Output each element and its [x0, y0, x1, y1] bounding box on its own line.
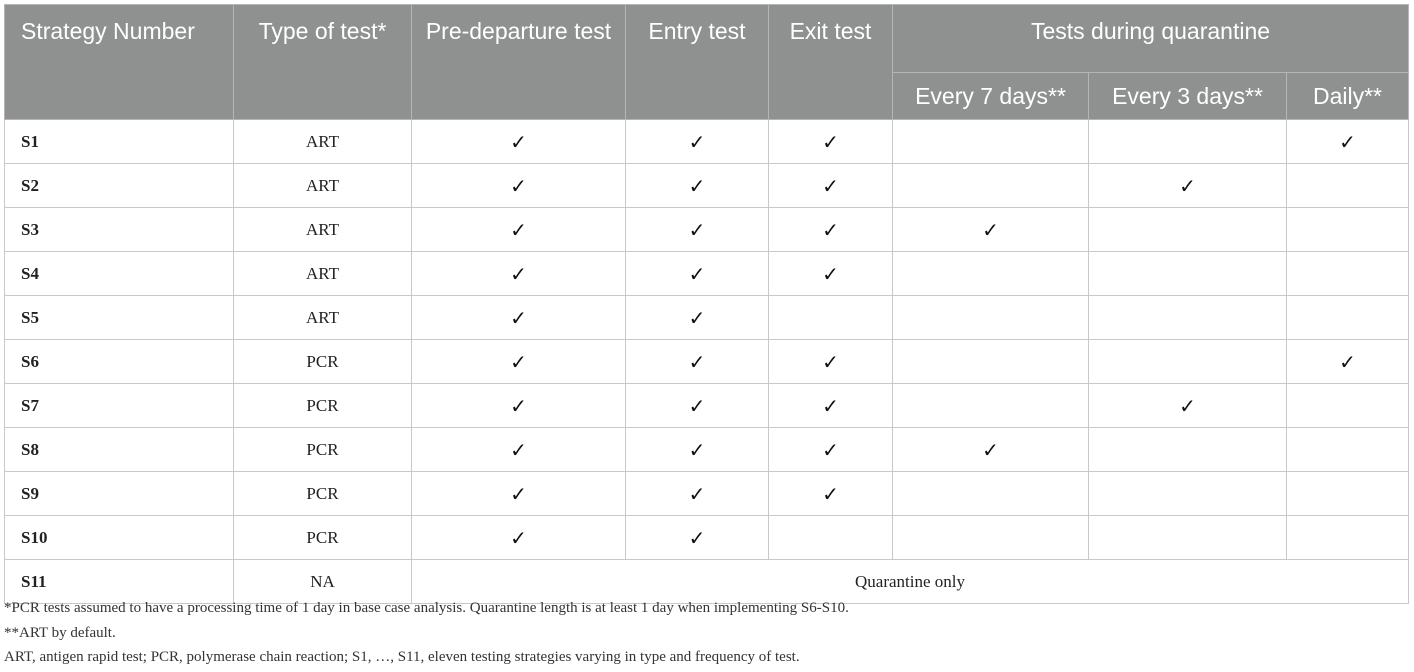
check-mark-icon: ✓	[982, 437, 999, 462]
test-type: ART	[234, 120, 412, 164]
test-type: PCR	[234, 428, 412, 472]
table-row-s7	[5, 384, 1409, 428]
entry-cell	[626, 340, 769, 384]
check-mark-icon: ✓	[1339, 349, 1356, 374]
pre-departure-cell	[412, 208, 626, 252]
check-mark-icon: ✓	[688, 525, 706, 550]
check-mark-icon: ✓	[822, 261, 839, 286]
every-7-days-cell	[893, 384, 1089, 428]
check-mark-icon: ✓	[688, 129, 706, 154]
every-7-days-cell	[893, 340, 1089, 384]
check-mark-icon: ✓	[688, 261, 706, 286]
entry-cell	[626, 428, 769, 472]
test-type: ART	[234, 252, 412, 296]
strategy-id: S7	[5, 384, 234, 428]
check-mark-icon: ✓	[688, 393, 706, 418]
every-3-days-cell	[1089, 428, 1287, 472]
strategy-id: S4	[5, 252, 234, 296]
check-mark-icon: ✓	[510, 525, 527, 550]
header-daily: Daily**	[1287, 73, 1409, 120]
table-row-s9	[5, 472, 1409, 516]
check-mark-icon: ✓	[510, 349, 527, 374]
check-mark-icon: ✓	[510, 261, 527, 286]
entry-cell	[626, 516, 769, 560]
every-3-days-cell	[1089, 252, 1287, 296]
strategy-id: S5	[5, 296, 234, 340]
header-type-of-test: Type of test*	[234, 5, 412, 120]
table-row-s4	[5, 252, 1409, 296]
header-pre-departure-test: Pre-departure test	[412, 5, 626, 120]
table-body	[5, 120, 1409, 604]
check-mark-icon: ✓	[688, 437, 706, 462]
strategy-id: S11	[5, 560, 234, 604]
daily-cell	[1287, 384, 1409, 428]
entry-cell	[626, 120, 769, 164]
table-footnotes	[4, 596, 1408, 670]
strategy-id: S3	[5, 208, 234, 252]
check-mark-icon: ✓	[688, 481, 706, 506]
strategy-id: S10	[5, 516, 234, 560]
exit-cell	[769, 208, 893, 252]
table-row-s2	[5, 164, 1409, 208]
every-3-days-cell	[1089, 164, 1287, 208]
header-every-7-days: Every 7 days**	[893, 73, 1089, 120]
table-row-s5	[5, 296, 1409, 340]
entry-cell	[626, 472, 769, 516]
daily-cell	[1287, 516, 1409, 560]
every-3-days-cell	[1089, 208, 1287, 252]
daily-cell	[1287, 208, 1409, 252]
pre-departure-cell	[412, 164, 626, 208]
test-type: PCR	[234, 340, 412, 384]
test-type: ART	[234, 208, 412, 252]
every-7-days-cell	[893, 164, 1089, 208]
table-row-s10	[5, 516, 1409, 560]
footnote-abbreviations: ART, antigen rapid test; PCR, polymerase chain reaction; S1, …, S11, eleven testing strategies varying in type and frequency of test.	[4, 649, 800, 665]
strategy-id: S8	[5, 428, 234, 472]
table-row-s1	[5, 120, 1409, 164]
every-7-days-cell	[893, 296, 1089, 340]
exit-cell	[769, 428, 893, 472]
table-header	[5, 5, 1409, 120]
footnote-pcr: *PCR tests assumed to have a processing time of 1 day in base case analysis. Quarantine length is at least 1 day when implementing S6-S10.	[4, 600, 849, 616]
entry-cell	[626, 208, 769, 252]
table-row-s8	[5, 428, 1409, 472]
check-mark-icon: ✓	[688, 173, 706, 198]
check-mark-icon: ✓	[822, 349, 839, 374]
daily-cell	[1287, 296, 1409, 340]
check-mark-icon: ✓	[982, 217, 999, 242]
entry-cell	[626, 296, 769, 340]
strategy-id: S6	[5, 340, 234, 384]
check-mark-icon: ✓	[688, 305, 706, 330]
check-mark-icon: ✓	[510, 393, 527, 418]
test-type: ART	[234, 296, 412, 340]
entry-cell	[626, 164, 769, 208]
check-mark-icon: ✓	[822, 217, 839, 242]
every-7-days-cell	[893, 472, 1089, 516]
check-mark-icon: ✓	[822, 481, 839, 506]
every-7-days-cell	[893, 516, 1089, 560]
strategy-id: S9	[5, 472, 234, 516]
check-mark-icon: ✓	[1339, 129, 1356, 154]
check-mark-icon: ✓	[510, 129, 527, 154]
every-7-days-cell	[893, 208, 1089, 252]
header-entry-test: Entry test	[626, 5, 769, 120]
header-strategy-number: Strategy Number	[5, 5, 234, 120]
test-type: PCR	[234, 516, 412, 560]
exit-cell	[769, 120, 893, 164]
daily-cell	[1287, 164, 1409, 208]
header-tests-during-quarantine: Tests during quarantine	[893, 5, 1409, 73]
every-7-days-cell	[893, 252, 1089, 296]
check-mark-icon: ✓	[822, 437, 839, 462]
every-3-days-cell	[1089, 384, 1287, 428]
daily-cell	[1287, 120, 1409, 164]
quarantine-only-cell: Quarantine only	[412, 560, 1409, 604]
exit-cell	[769, 516, 893, 560]
every-3-days-cell	[1089, 472, 1287, 516]
every-3-days-cell	[1089, 120, 1287, 164]
exit-cell	[769, 384, 893, 428]
every-3-days-cell	[1089, 340, 1287, 384]
pre-departure-cell	[412, 472, 626, 516]
daily-cell	[1287, 428, 1409, 472]
every-3-days-cell	[1089, 516, 1287, 560]
check-mark-icon: ✓	[1179, 393, 1196, 418]
test-type: PCR	[234, 384, 412, 428]
check-mark-icon: ✓	[688, 349, 706, 374]
table-row-s6	[5, 340, 1409, 384]
header-every-3-days: Every 3 days**	[1089, 73, 1287, 120]
strategy-id: S2	[5, 164, 234, 208]
exit-cell	[769, 164, 893, 208]
check-mark-icon: ✓	[510, 217, 527, 242]
test-type: NA	[234, 560, 412, 604]
pre-departure-cell	[412, 428, 626, 472]
every-7-days-cell	[893, 120, 1089, 164]
daily-cell	[1287, 252, 1409, 296]
exit-cell	[769, 252, 893, 296]
pre-departure-cell	[412, 340, 626, 384]
entry-cell	[626, 384, 769, 428]
test-type: ART	[234, 164, 412, 208]
exit-cell	[769, 340, 893, 384]
exit-cell	[769, 472, 893, 516]
pre-departure-cell	[412, 120, 626, 164]
check-mark-icon: ✓	[688, 217, 706, 242]
table-row-s3	[5, 208, 1409, 252]
strategy-id: S1	[5, 120, 234, 164]
pre-departure-cell	[412, 384, 626, 428]
check-mark-icon: ✓	[510, 305, 527, 330]
header-exit-test: Exit test	[769, 5, 893, 120]
check-mark-icon: ✓	[822, 393, 839, 418]
entry-cell	[626, 252, 769, 296]
check-mark-icon: ✓	[1179, 173, 1196, 198]
every-7-days-cell	[893, 428, 1089, 472]
daily-cell	[1287, 340, 1409, 384]
pre-departure-cell	[412, 252, 626, 296]
every-3-days-cell	[1089, 296, 1287, 340]
exit-cell	[769, 296, 893, 340]
test-type: PCR	[234, 472, 412, 516]
check-mark-icon: ✓	[822, 129, 839, 154]
pre-departure-cell	[412, 296, 626, 340]
check-mark-icon: ✓	[822, 173, 839, 198]
check-mark-icon: ✓	[510, 481, 527, 506]
daily-cell	[1287, 472, 1409, 516]
check-mark-icon: ✓	[510, 173, 527, 198]
footnote-art-default: **ART by default.	[4, 624, 116, 641]
pre-departure-cell	[412, 516, 626, 560]
check-mark-icon: ✓	[510, 437, 527, 462]
testing-strategies-table	[4, 4, 1409, 604]
